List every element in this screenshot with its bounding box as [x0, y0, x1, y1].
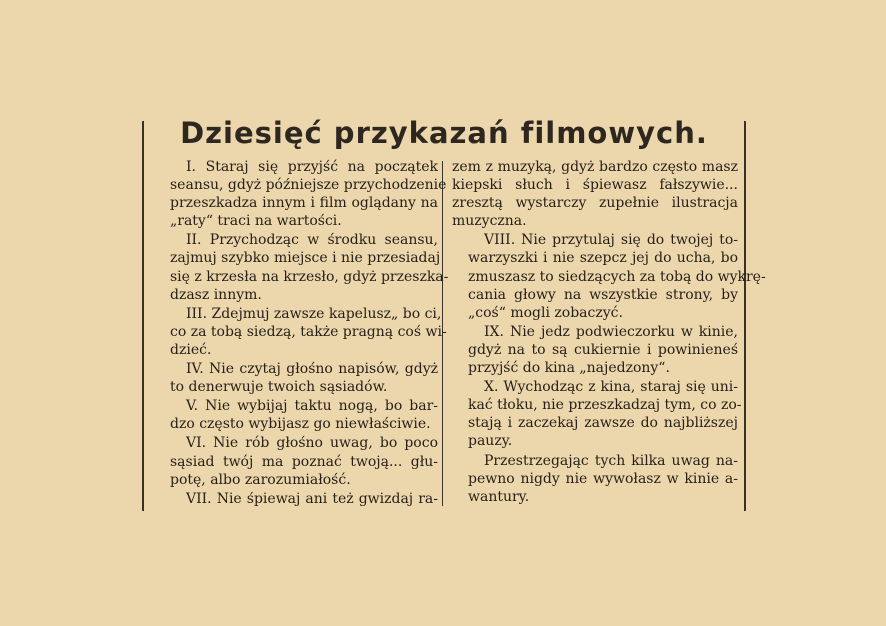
commandment-paragraph	[452, 378, 742, 450]
commandment-paragraph	[154, 397, 438, 433]
text-line: III. Zdejmuj zawsze kapelusz„ bo ci,	[186, 305, 442, 322]
text-line: zajmuj szybko miejsce i nie przesiadaj	[170, 250, 441, 267]
commandment-paragraph	[154, 231, 449, 303]
newspaper-article	[142, 113, 766, 513]
commandment-paragraph	[452, 158, 738, 230]
commandment-paragraph	[154, 158, 447, 230]
article-title: Dziesięć przykazań filmowych.	[180, 116, 708, 150]
left-border-rule	[142, 121, 144, 511]
text-line: wantury.	[468, 488, 530, 505]
right-border-rule	[744, 121, 746, 511]
commandment-paragraph	[154, 305, 447, 359]
text-line: kać tłoku, nie przeszkadzaj tym, co zo-	[468, 397, 742, 414]
text-line: zem z muzyką, gdyż bardzo często masz	[452, 159, 738, 175]
text-line: sąsiad twój ma poznać twoją... głu-	[170, 453, 438, 470]
text-line: stają i zaczekaj zawsze do najbliższej	[468, 415, 738, 432]
text-line: dzieć.	[170, 341, 212, 358]
text-line: seansu, gdyż późniejsze przychodzenie	[170, 177, 447, 194]
text-line: VI. Nie rób głośno uwag, bo poco	[186, 435, 438, 452]
text-line: Przestrzegając tych kilka uwag na-	[484, 452, 738, 469]
commandment-paragraph	[154, 434, 438, 488]
commandment-paragraph	[154, 360, 438, 396]
text-line: X. Wychodząc z kina, staraj się uni-	[484, 379, 738, 396]
text-line: kiepski słuch i śpiewasz fałszywie...	[452, 177, 738, 194]
commandment-paragraph	[154, 490, 438, 508]
commandment-paragraph	[452, 231, 766, 321]
left-column	[154, 158, 449, 509]
commandment-paragraph	[452, 323, 738, 377]
text-line: IV. Nie czytaj głośno napisów, gdyż	[186, 361, 438, 378]
text-line: zresztą wystarczy zupełnie ilustracja	[452, 195, 738, 212]
text-line: muzyczna.	[452, 213, 527, 230]
text-line: dzo często wybijasz go niewłaściwie.	[170, 416, 431, 433]
text-line: zmuszasz to siedzących za tobą do wykrę-	[468, 268, 766, 285]
text-line: warzyszki i nie szepcz jej do ucha, bo	[468, 250, 738, 267]
commandment-paragraph	[452, 452, 738, 506]
text-line: VII. Nie śpiewaj ani też gwizdaj ra-	[186, 490, 438, 507]
text-line: VIII. Nie przytulaj się do twojej to-	[484, 232, 738, 249]
text-line: pauzy.	[468, 433, 513, 450]
text-line: przeszkadza innym i film oglądany na	[170, 195, 438, 212]
text-line: dzasz innym.	[170, 286, 262, 303]
text-line: V. Nie wybijaj taktu nogą, bo bar-	[186, 398, 438, 415]
text-line: I. Staraj się przyjść na początek	[186, 159, 438, 175]
text-line: potę, albo zarozumiałość.	[170, 471, 351, 488]
text-line: II. Przychodząc w środku seansu,	[186, 232, 438, 249]
text-line: gdyż na to są cukiernie i powinieneś	[468, 341, 738, 358]
text-line: przyjść do kina „najedzony“.	[468, 360, 670, 377]
text-line: cania głowy na wszystkie strony, by	[468, 286, 738, 303]
text-line: co za tobą siedzą, także pragną coś wi-	[170, 323, 447, 340]
right-column	[452, 158, 766, 507]
text-line: „coś“ mogli zobaczyć.	[468, 304, 623, 321]
text-line: się z krzesła na krzesło, gdyż przeszka-	[170, 268, 449, 285]
text-line: pewno nigdy nie wywołasz w kinie a-	[468, 470, 738, 487]
text-line: „raty“ traci na wartości.	[170, 213, 342, 230]
text-line: to denerwuje twoich sąsiadów.	[170, 379, 388, 396]
text-line: IX. Nie jedz podwieczorku w kinie,	[484, 323, 738, 340]
